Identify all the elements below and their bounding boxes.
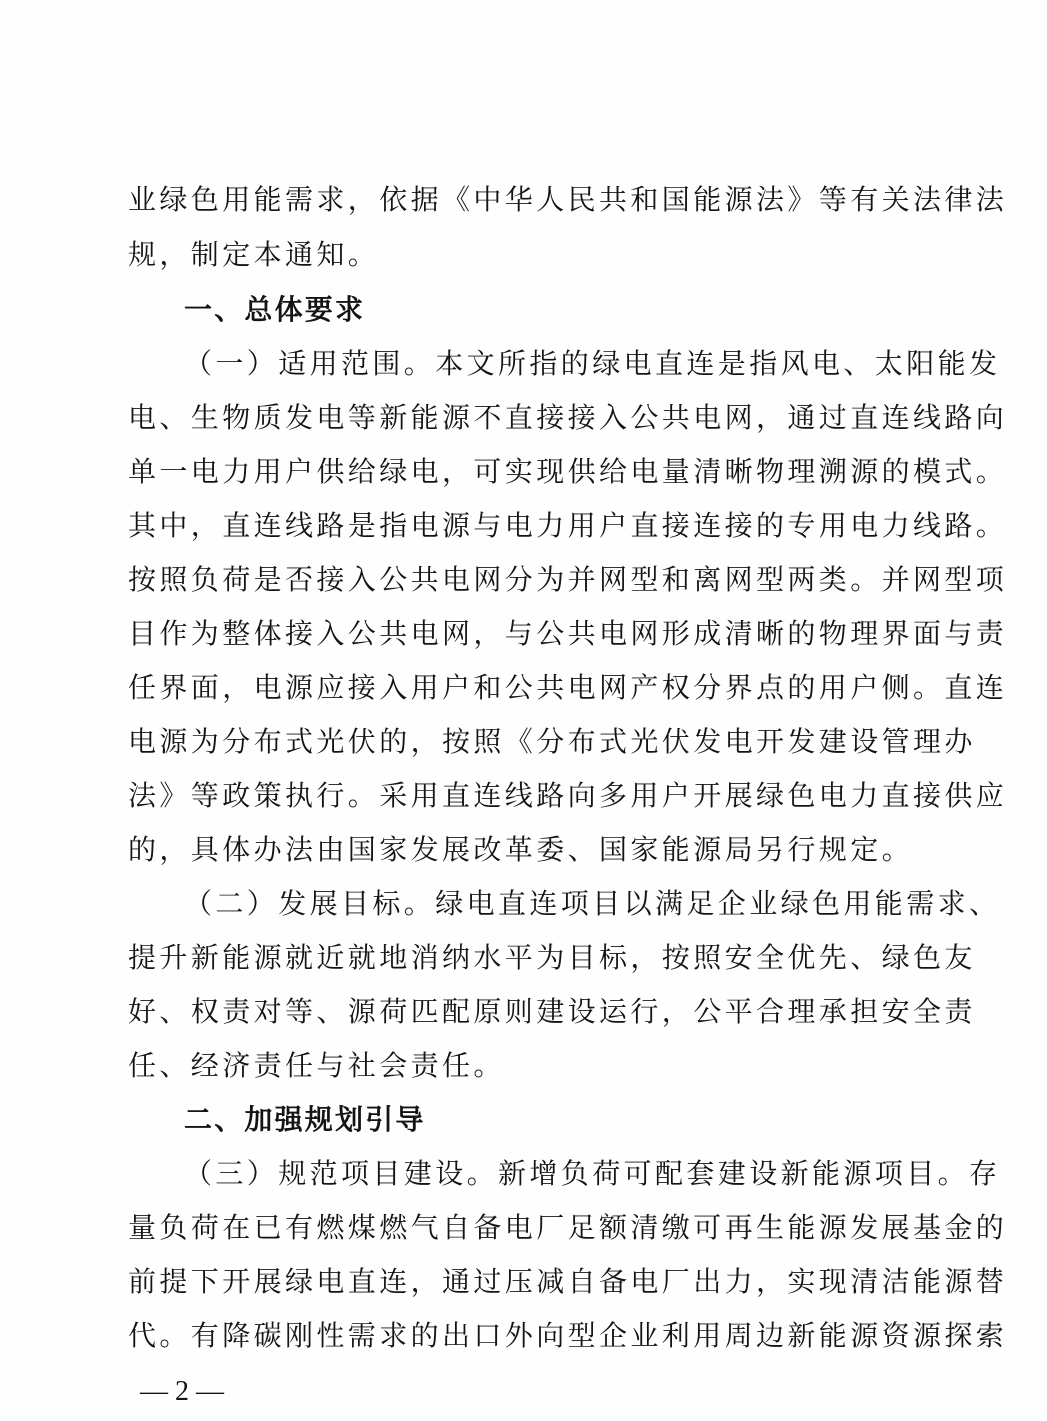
body-text-line: 的，具体办法由国家发展改革委、国家能源局另行规定。	[128, 833, 914, 866]
body-text-line: 单一电力用户供给绿电，可实现供给电量清晰物理溯源的模式。	[128, 455, 1008, 488]
section-heading: 一、总体要求	[184, 293, 366, 326]
body-text-line: 代。有降碳刚性需求的出口外向型企业利用周边新能源资源探索	[128, 1319, 1008, 1352]
paragraph-first-line: （一）适用范围。本文所指的绿电直连是指风电、太阳能发	[184, 347, 1001, 380]
body-text-line: 前提下开展绿电直连，通过压减自备电厂出力，实现清洁能源替	[128, 1265, 1008, 1298]
body-text-line: 电、生物质发电等新能源不直接接入公共电网，通过直连线路向	[128, 401, 1008, 434]
body-text-line: 目作为整体接入公共电网，与公共电网形成清晰的物理界面与责	[128, 617, 1008, 650]
body-text-line: 规，制定本通知。	[128, 238, 380, 271]
paragraph-first-line: （二）发展目标。绿电直连项目以满足企业绿色用能需求、	[184, 887, 1001, 920]
paragraph-first-line: （三）规范项目建设。新增负荷可配套建设新能源项目。存	[184, 1157, 1001, 1190]
body-text-line: 电源为分布式光伏的，按照《分布式光伏发电开发建设管理办	[128, 725, 976, 758]
body-text-line: 提升新能源就近就地消纳水平为目标，按照安全优先、绿色友	[128, 941, 976, 974]
body-text-line: 量负荷在已有燃煤燃气自备电厂足额清缴可再生能源发展基金的	[128, 1211, 1008, 1244]
body-text-line: 好、权责对等、源荷匹配原则建设运行，公平合理承担安全责	[128, 995, 976, 1028]
page-number: — 2 —	[140, 1376, 224, 1407]
body-text-line: 业绿色用能需求，依据《中华人民共和国能源法》等有关法律法	[128, 183, 1008, 216]
body-text-line: 其中，直连线路是指电源与电力用户直接连接的专用电力线路。	[128, 509, 1008, 542]
body-text-line: 任、经济责任与社会责任。	[128, 1049, 505, 1082]
body-text-line: 法》等政策执行。采用直连线路向多用户开展绿色电力直接供应	[128, 779, 1008, 812]
body-text-line: 任界面，电源应接入用户和公共电网产权分界点的用户侧。直连	[128, 671, 1008, 704]
body-text-line: 按照负荷是否接入公共电网分为并网型和离网型两类。并网型项	[128, 563, 1008, 596]
section-heading: 二、加强规划引导	[184, 1103, 426, 1136]
